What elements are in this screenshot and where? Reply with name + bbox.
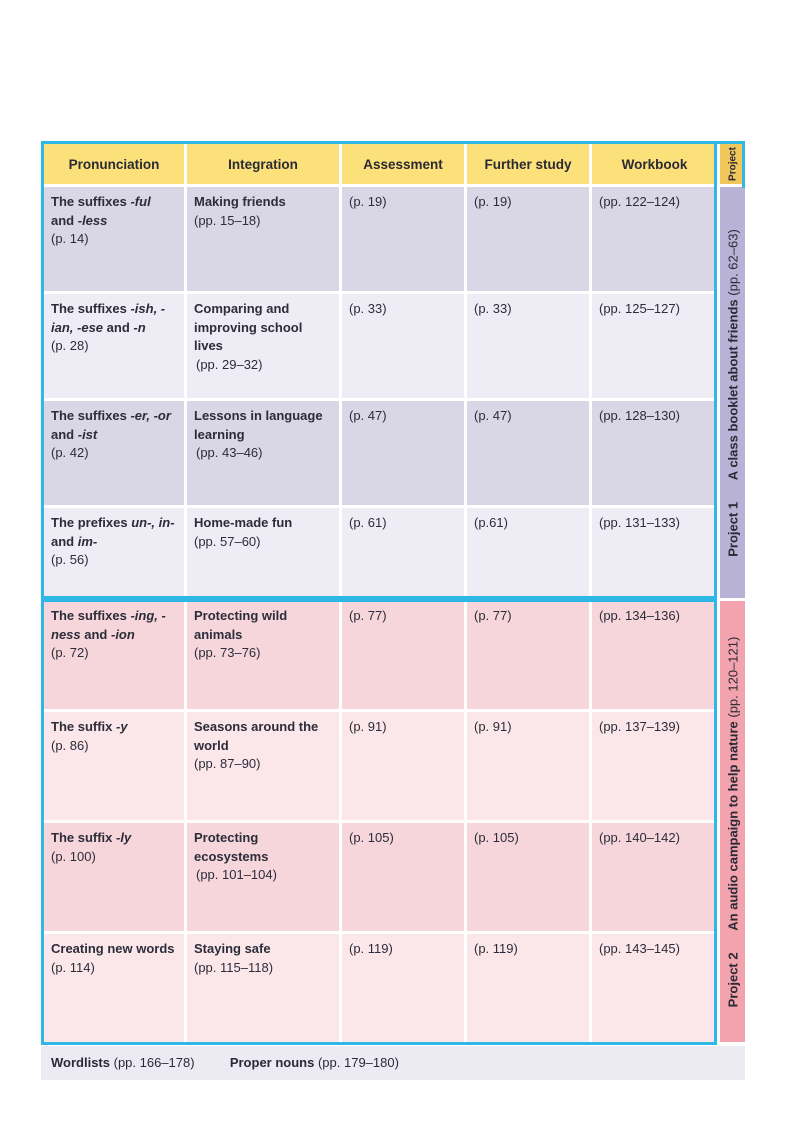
further-study-cell: (p. 19) [466, 186, 591, 293]
integration-cell [186, 293, 341, 400]
pronunciation-title: The prefixes un-, in- and im- [51, 515, 175, 549]
integration-title: Staying safe [194, 941, 271, 956]
table-row [43, 293, 747, 400]
contents-table [41, 141, 748, 1045]
integration-page: (pp. 115–118) [194, 959, 274, 975]
pronunciation-title: The suffixes -ing, -ness and -ion [51, 608, 166, 642]
wordlists-pages: (pp. 166–178) [113, 1055, 195, 1070]
integration-cell [186, 507, 341, 600]
project-1-vertical-label: Project 1 A class booklet about friends (pp. 62–63) [725, 228, 740, 557]
integration-title: Home-made fun [194, 515, 293, 530]
further-study-cell: (p. 33) [466, 293, 591, 400]
assessment-cell: (p. 105) [341, 822, 466, 933]
table-row [43, 400, 747, 507]
further-study-cell: (p. 119) [466, 933, 591, 1044]
project-2-vertical-label: Project 2 An audio campaign to help nature (pp. 120–121) [725, 636, 740, 1007]
workbook-cell: (pp. 125–127) [591, 293, 719, 400]
contents-table-wrapper [41, 141, 745, 1045]
project-2-band [719, 600, 747, 1044]
workbook-cell: (pp. 140–142) [591, 822, 719, 933]
integration-title: Comparing and improving school lives [194, 301, 303, 353]
integration-cell [186, 600, 341, 711]
header-project [719, 143, 747, 186]
integration-title: Making friends [194, 194, 286, 209]
header-row [43, 143, 747, 186]
integration-title: Protecting wild animals [194, 608, 288, 642]
pronunciation-cell [43, 600, 186, 711]
integration-title: Seasons around the world [194, 719, 319, 753]
integration-page: (pp. 57–60) [194, 533, 261, 549]
further-study-cell: (p. 77) [466, 600, 591, 711]
table-row [43, 186, 747, 293]
header-workbook: Workbook [591, 143, 719, 186]
header-pronunciation: Pronunciation [43, 143, 186, 186]
pronunciation-cell [43, 507, 186, 600]
pronunciation-page: (p. 42) [51, 445, 89, 460]
pronunciation-page: (p. 14) [51, 231, 89, 246]
pronunciation-page: (p. 86) [51, 737, 89, 753]
project-1-band [719, 186, 747, 600]
pronunciation-title: The suffixes -er, -or and -ist [51, 408, 171, 442]
pronunciation-page: (p. 56) [51, 552, 89, 567]
integration-page: (pp. 87–90) [194, 756, 261, 771]
integration-title: Lessons in language learning [194, 408, 323, 442]
pronunciation-title: The suffix -y [51, 719, 128, 734]
pronunciation-title: The suffix -ly [51, 830, 132, 845]
further-study-cell: (p. 47) [466, 400, 591, 507]
assessment-cell: (p. 47) [341, 400, 466, 507]
integration-page: (pp. 43–46) [196, 445, 263, 460]
integration-cell [186, 711, 341, 822]
header-integration: Integration [186, 143, 341, 186]
assessment-cell: (p. 119) [341, 933, 466, 1044]
assessment-cell: (p. 33) [341, 293, 466, 400]
footer-bar [41, 1046, 745, 1080]
pronunciation-page: (p. 114) [51, 959, 95, 975]
integration-page: (pp. 101–104) [196, 867, 277, 882]
table-row [43, 507, 747, 600]
proper-nouns-pages: (pp. 179–180) [317, 1055, 399, 1070]
pronunciation-page: (p. 28) [51, 338, 89, 353]
table-row [43, 711, 747, 822]
assessment-cell: (p. 61) [341, 507, 466, 600]
assessment-cell: (p. 77) [341, 600, 466, 711]
workbook-cell: (pp. 134–136) [591, 600, 719, 711]
header-assessment: Assessment [341, 143, 466, 186]
integration-title: Protecting ecosystems [194, 830, 269, 864]
workbook-cell: (pp. 143–145) [591, 933, 719, 1044]
table-row [43, 822, 747, 933]
pronunciation-title: The suffixes -ful and -less [51, 194, 151, 228]
proper-nouns-label: Proper nouns [229, 1055, 315, 1070]
integration-cell [186, 186, 341, 293]
pronunciation-cell [43, 400, 186, 507]
integration-page: (pp. 29–32) [196, 356, 263, 372]
pronunciation-cell [43, 293, 186, 400]
pronunciation-cell [43, 711, 186, 822]
pronunciation-page: (p. 100) [51, 848, 96, 864]
workbook-cell: (pp. 128–130) [591, 400, 719, 507]
assessment-cell: (p. 19) [341, 186, 466, 293]
table-row [43, 933, 747, 1044]
table-row [43, 600, 747, 711]
pronunciation-page: (p. 72) [51, 645, 89, 660]
assessment-cell: (p. 91) [341, 711, 466, 822]
further-study-cell: (p.61) [466, 507, 591, 600]
workbook-cell: (pp. 137–139) [591, 711, 719, 822]
pronunciation-title: The suffixes -ish, -ian, -ese and -n [51, 301, 166, 335]
pronunciation-cell [43, 186, 186, 293]
pronunciation-cell [43, 933, 186, 1044]
integration-cell [186, 822, 341, 933]
integration-cell [186, 400, 341, 507]
wordlists-label: Wordlists [51, 1055, 110, 1070]
pronunciation-title: Creating new words [51, 941, 175, 956]
integration-page: (pp. 15–18) [194, 212, 261, 228]
further-study-cell: (p. 91) [466, 711, 591, 822]
pronunciation-cell [43, 822, 186, 933]
workbook-cell: (pp. 122–124) [591, 186, 719, 293]
header-project-label: Project [727, 147, 738, 181]
header-further-study: Further study [466, 143, 591, 186]
integration-cell [186, 933, 341, 1044]
workbook-cell: (pp. 131–133) [591, 507, 719, 600]
integration-page: (pp. 73–76) [194, 645, 261, 660]
further-study-cell: (p. 105) [466, 822, 591, 933]
